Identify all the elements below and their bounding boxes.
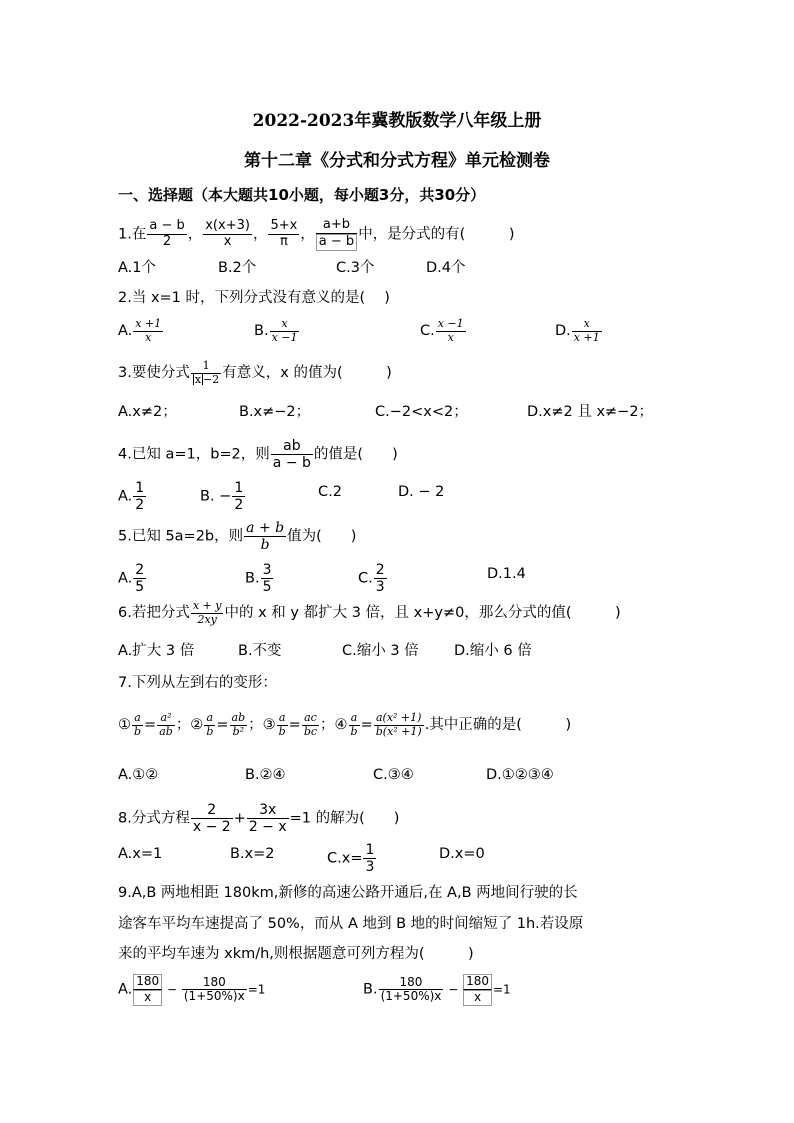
q1-f2-den: x xyxy=(223,233,232,249)
q7-option-c[interactable]: C.③④ xyxy=(373,767,414,783)
q5-suffix: 值为( ) xyxy=(287,528,357,545)
q5-c-den: 3 xyxy=(375,579,385,596)
question-2: 2.当 x=1 时，下列分式没有意义的是( ) xyxy=(118,290,390,306)
q7-circle-2: ；② xyxy=(175,717,204,734)
q4-a-fraction xyxy=(133,480,146,513)
q1-suffix: 中，是分式的有( ) xyxy=(358,226,515,243)
q7-4-right-den: b(x² +1) xyxy=(375,724,422,738)
q6-num: x + y xyxy=(192,599,222,612)
q1-option-d[interactable]: D.4个 xyxy=(426,260,466,276)
q8-c-label: C.x= xyxy=(327,850,363,867)
q7-3-right xyxy=(302,712,319,738)
q3-option-d[interactable]: D.x≠2 且 x≠−2； xyxy=(527,404,654,420)
q8-option-c[interactable] xyxy=(327,842,377,875)
q1-sep: ， xyxy=(252,226,268,243)
q9-b-f2-num: 180 xyxy=(463,974,492,990)
q9-b-fraction-2 xyxy=(463,974,492,1006)
q7-2-left-den: b xyxy=(206,724,214,738)
q5-a-fraction xyxy=(133,562,146,595)
q1-f3-den: π xyxy=(279,233,288,249)
q7-option-a[interactable]: A.①② xyxy=(118,767,159,783)
q1-f4-num: a+b xyxy=(316,218,357,234)
q1-f3-num: 5+x xyxy=(270,218,298,233)
q8-f1-den: x − 2 xyxy=(192,819,231,836)
q7-3-left-den: b xyxy=(278,724,286,738)
q7-circle-1: ① xyxy=(118,717,131,734)
q5-b-num: 3 xyxy=(262,562,272,578)
question-5 xyxy=(118,520,356,553)
q8-fraction-1 xyxy=(191,802,233,835)
q2-c-fraction xyxy=(436,318,466,344)
q3-option-c[interactable]: C.−2<x<2； xyxy=(375,404,468,420)
q9-a-f2-den: (1+50%)x xyxy=(183,989,245,1004)
q5-c-label: C. xyxy=(358,570,373,587)
question-7: 7.下列从左到右的变形： xyxy=(118,675,277,691)
q6-suffix: 中的 x 和 y 都扩大 3 倍，且 x+y≠0，那么分式的值( ) xyxy=(224,605,621,622)
q7-4-left-num: a xyxy=(349,712,360,726)
q9-b-fraction-1 xyxy=(379,976,444,1005)
q3-option-b[interactable]: B.x≠−2； xyxy=(239,404,311,420)
q9-a-fraction-2 xyxy=(182,976,247,1005)
q4-option-b[interactable] xyxy=(200,480,246,513)
q7-4-left xyxy=(349,712,360,738)
q5-c-fraction xyxy=(374,562,387,595)
q7-1-left-num: a xyxy=(132,712,143,726)
q2-option-a[interactable] xyxy=(118,318,164,344)
q8-prefix: 8.分式方程 xyxy=(118,810,190,827)
q9-a-minus: − xyxy=(163,982,181,997)
q1-fraction-4 xyxy=(316,218,357,251)
q4-option-a[interactable] xyxy=(118,480,147,513)
q2-d-den: x +1 xyxy=(573,330,600,344)
exam-title: 2022-2023年冀教版数学八年级上册 xyxy=(252,111,542,131)
q4-option-c[interactable]: C.2 xyxy=(318,484,342,500)
q9-a-fraction-1 xyxy=(133,974,162,1006)
q7-1-right-den: ab xyxy=(159,724,173,738)
q6-option-b[interactable]: B.不变 xyxy=(238,643,282,659)
q8-option-d[interactable]: D.x=0 xyxy=(439,846,485,862)
q4-b-label: B. − xyxy=(200,488,232,505)
q4-b-fraction xyxy=(232,480,245,513)
q9-b-f1-num: 180 xyxy=(379,976,444,991)
q7-transformations xyxy=(118,712,571,738)
q5-b-fraction xyxy=(261,562,274,595)
q4-b-den: 2 xyxy=(234,497,244,514)
q8-f1-num: 2 xyxy=(191,802,233,819)
q9-line-2: 途客车平均车速提高了 50%，而从 A 地到 B 地的时间缩短了 1h.若设原 xyxy=(118,916,584,932)
q1-option-a[interactable]: A.1个 xyxy=(118,260,156,276)
q9-a-f1-num: 180 xyxy=(133,974,162,990)
q8-c-fraction xyxy=(363,842,376,875)
section-heading: 一、选择题（本大题共10小题，每小题3分，共30分） xyxy=(118,186,486,204)
q2-option-d[interactable] xyxy=(555,318,603,344)
q7-1-right-num: a² xyxy=(157,712,175,726)
q2-a-num: x +1 xyxy=(135,317,162,330)
q7-1-right xyxy=(157,712,175,738)
q5-option-c[interactable] xyxy=(358,562,388,595)
q8-suffix: =1 的解为( ) xyxy=(289,810,400,827)
q8-f2-num: 3x xyxy=(247,802,289,819)
q4-prefix: 4.已知 a=1，b=2，则 xyxy=(118,446,270,463)
q7-eq: = xyxy=(360,717,373,734)
q1-fraction-1 xyxy=(147,219,186,250)
q7-3-right-den: bc xyxy=(303,724,318,738)
q2-c-label: C. xyxy=(420,323,435,340)
q1-f1-den: 2 xyxy=(162,233,172,249)
q7-2-right xyxy=(230,712,248,738)
q9-a-f2-num: 180 xyxy=(182,976,247,991)
q8-option-b[interactable]: B.x=2 xyxy=(230,846,275,862)
q7-2-right-den: b² xyxy=(232,724,245,738)
chapter-title: 第十二章《分式和分式方程》单元检测卷 xyxy=(244,151,550,171)
q8-plus: + xyxy=(233,810,246,827)
q7-4-left-den: b xyxy=(350,724,358,738)
q5-b-den: 5 xyxy=(262,579,272,596)
q3-fraction xyxy=(191,360,221,386)
q8-c-den: 3 xyxy=(365,859,375,876)
question-8 xyxy=(118,802,399,835)
q5-option-b[interactable] xyxy=(245,562,274,595)
q9-a-eq: =1 xyxy=(247,982,266,997)
q5-a-num: 2 xyxy=(135,562,145,578)
q8-c-num: 1 xyxy=(365,842,375,858)
q1-sep: ， xyxy=(187,226,203,243)
q2-b-num: x xyxy=(270,318,300,332)
q7-3-right-num: ac xyxy=(302,712,319,726)
q9-option-a[interactable] xyxy=(118,974,265,1006)
q2-b-fraction xyxy=(270,318,300,344)
q4-suffix: 的值是( ) xyxy=(313,446,398,463)
q5-den: b xyxy=(260,537,270,554)
q2-a-fraction xyxy=(133,318,163,344)
q7-4-right-num: a(x² +1) xyxy=(374,712,424,726)
question-6 xyxy=(118,600,621,626)
q3-den-rest: −2 xyxy=(203,372,220,386)
q6-fraction xyxy=(191,600,224,626)
q7-2-right-num: ab xyxy=(231,711,246,724)
q1-prefix: 1.在 xyxy=(118,226,147,243)
q6-prefix: 6.若把分式 xyxy=(118,605,190,622)
q6-option-d[interactable]: D.缩小 6 倍 xyxy=(454,643,532,659)
q6-option-a[interactable]: A.扩大 3 倍 xyxy=(118,643,195,659)
q7-option-b[interactable]: B.②④ xyxy=(245,767,286,783)
q2-option-c[interactable] xyxy=(420,318,467,344)
q1-f4-den: a − b xyxy=(316,234,357,251)
q4-num: ab xyxy=(271,438,313,455)
q3-suffix: 有意义，x 的值为( ) xyxy=(222,365,392,382)
q5-option-a[interactable] xyxy=(118,562,147,595)
q1-sep: ， xyxy=(300,226,315,243)
q3-option-a[interactable]: A.x≠2； xyxy=(118,404,177,420)
q9-b-eq: =1 xyxy=(492,982,511,997)
q7-eq: = xyxy=(216,717,229,734)
q9-b-minus: − xyxy=(444,982,463,997)
q9-line-1: 9.A,B 两地相距 180km,新修的高速公路开通后,在 A,B 两地间行驶的长 xyxy=(118,885,578,901)
q8-option-a[interactable]: A.x=1 xyxy=(118,846,163,862)
q2-c-num: x −1 xyxy=(437,317,464,330)
q4-b-num: 1 xyxy=(234,480,244,496)
q9-a-label: A. xyxy=(118,981,133,998)
q2-d-num: x xyxy=(572,318,602,332)
q7-1-left xyxy=(132,712,143,738)
q7-4-right xyxy=(374,712,424,738)
q3-den-abs: x xyxy=(194,372,202,386)
q4-den: a − b xyxy=(272,455,311,472)
q4-option-d[interactable]: D. − 2 xyxy=(398,484,445,500)
q2-d-fraction xyxy=(572,318,602,344)
q2-c-den: x xyxy=(447,330,454,344)
q2-d-label: D. xyxy=(555,323,571,340)
q1-fraction-3 xyxy=(268,219,299,250)
q2-b-label: B. xyxy=(254,323,269,340)
q4-a-num: 1 xyxy=(135,480,145,496)
q9-b-f2-den: x xyxy=(463,990,492,1006)
q7-1-left-den: b xyxy=(134,724,142,738)
q9-b-label: B. xyxy=(363,981,378,998)
q5-a-label: A. xyxy=(118,570,133,587)
q8-f2-den: 2 − x xyxy=(248,819,287,836)
q7-2-left xyxy=(204,712,215,738)
q9-option-b[interactable] xyxy=(363,974,511,1006)
question-3 xyxy=(118,360,392,386)
q7-eq: = xyxy=(144,717,157,734)
q7-suffix: .其中正确的是( ) xyxy=(424,717,572,734)
q5-fraction xyxy=(244,520,286,553)
q9-line-3: 来的平均车速为 xkm/h,则根据题意可列方程为( ) xyxy=(118,946,474,962)
q7-circle-4: ；④ xyxy=(320,717,348,734)
q7-3-left xyxy=(277,712,288,738)
q3-prefix: 3.要使分式 xyxy=(118,365,190,382)
q7-circle-3: ；③ xyxy=(248,717,276,734)
q8-fraction-2 xyxy=(247,802,289,835)
q3-num: 1 xyxy=(191,360,221,374)
q1-option-c[interactable]: C.3个 xyxy=(336,260,375,276)
q7-eq: = xyxy=(288,717,301,734)
q2-b-den: x −1 xyxy=(271,330,298,344)
q4-fraction xyxy=(271,438,313,471)
q1-fraction-2 xyxy=(203,219,252,250)
q9-a-f1-den: x xyxy=(133,990,162,1006)
q1-f2-num: x(x+3) xyxy=(205,218,250,233)
q4-a-den: 2 xyxy=(135,497,145,514)
q5-a-den: 5 xyxy=(135,579,145,596)
q5-prefix: 5.已知 5a=2b，则 xyxy=(118,528,244,545)
q9-b-f1-den: (1+50%)x xyxy=(380,989,442,1004)
q5-c-num: 2 xyxy=(375,562,385,578)
q5-num: a + b xyxy=(246,520,285,536)
q2-a-den: x xyxy=(145,330,152,344)
q6-option-c[interactable]: C.缩小 3 倍 xyxy=(342,643,419,659)
q4-a-label: A. xyxy=(118,488,133,505)
q6-den: 2xy xyxy=(197,612,217,626)
q1-option-b[interactable]: B.2个 xyxy=(218,260,257,276)
q5-b-label: B. xyxy=(245,570,260,587)
q5-option-d[interactable]: D.1.4 xyxy=(487,566,526,582)
q2-option-b[interactable] xyxy=(254,318,300,344)
q1-f1-num: a − b xyxy=(149,218,185,233)
question-4 xyxy=(118,438,398,471)
q2-a-label: A. xyxy=(118,323,133,340)
question-1 xyxy=(118,218,515,251)
q7-option-d[interactable]: D.①②③④ xyxy=(486,767,554,783)
q7-2-left-num: a xyxy=(204,712,215,726)
q7-3-left-num: a xyxy=(277,712,288,726)
